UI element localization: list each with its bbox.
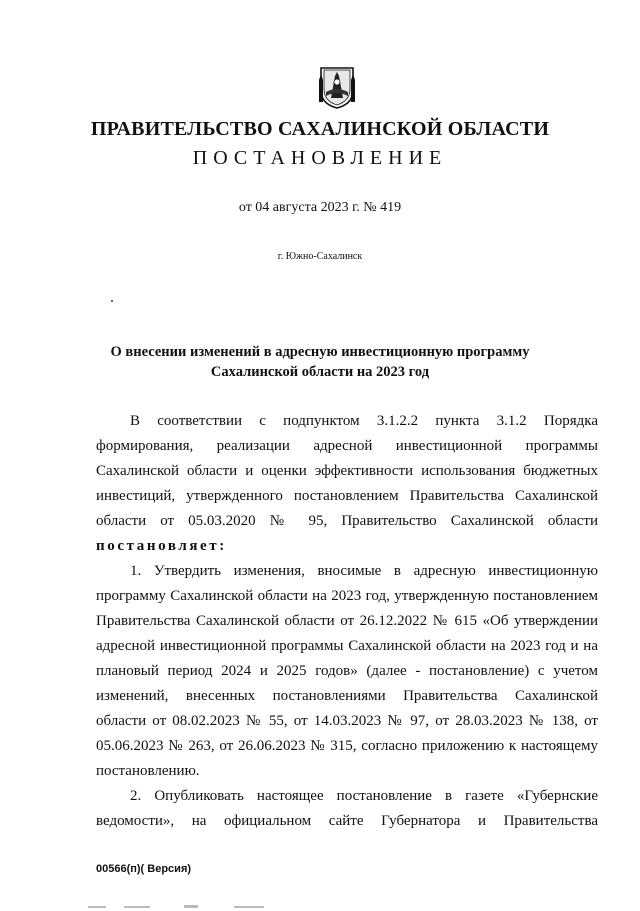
body-line: области от 05.03.2020 № 95, Правительство Сахалинской области	[96, 513, 598, 529]
decree-date-number: от 04 августа 2023 г. № 419	[238, 200, 402, 215]
decides-word: постановляет:	[96, 538, 227, 554]
body-line: 1. Утвердить изменения, вносимые в адресную инвестиционную	[130, 563, 598, 579]
body-line: ведомости», на официальном сайте Губернатора и Правительства	[96, 813, 598, 829]
scan-edge-marks	[84, 904, 324, 910]
body-line: формирования, реализации адресной инвестиционной программы	[96, 438, 598, 454]
body-line: изменений, внесенных постановлениями Правительства Сахалинской	[96, 688, 598, 704]
body-line: постановлению.	[96, 763, 200, 779]
body-line: программу Сахалинской области на 2023 год, утвержденную постановлением	[96, 588, 598, 604]
body-line: Сахалинской области и оценки эффективности использования бюджетных	[96, 463, 598, 479]
subject-line-1: О внесении изменений в адресную инвестиционную программу	[110, 344, 530, 360]
issuing-city: г. Южно-Сахалинск	[277, 251, 363, 262]
body-line: плановый период 2024 и 2025 годов» (далее - постановление) с учетом	[96, 663, 598, 679]
government-title: ПРАВИТЕЛЬСТВО САХАЛИНСКОЙ ОБЛАСТИ	[90, 118, 550, 140]
decree-subject	[100, 342, 540, 382]
body-line: области от 08.02.2023 № 55, от 14.03.2023 № 97, от 28.03.2023 № 138, от	[96, 713, 598, 729]
document-type-title: ПОСТАНОВЛЕНИЕ	[192, 147, 448, 169]
body-line: Правительства Сахалинской области от 26.12.2022 № 615 «Об утверждении	[96, 613, 598, 629]
body-line: инвестиций, утвержденного постановлением Правительства Сахалинской	[96, 488, 598, 504]
body-line: адресной инвестиционной программы Сахалинской области на 2023 год и на	[96, 638, 598, 654]
decree-body	[96, 409, 598, 834]
body-line: 2. Опубликовать настоящее постановление в газете «Губернские	[130, 788, 598, 804]
sakhalin-coat-of-arms-icon	[317, 60, 357, 110]
document-version-code: 00566(п)( Версия)	[96, 863, 192, 875]
body-line: 05.06.2023 № 263, от 26.06.2023 № 315, согласно приложению к настоящему	[96, 738, 598, 754]
body-line: В соответствии с подпунктом 3.1.2.2 пункта 3.1.2 Порядка	[130, 413, 598, 429]
scan-speck	[111, 300, 113, 302]
subject-line-2: Сахалинской области на 2023 год	[210, 364, 430, 380]
